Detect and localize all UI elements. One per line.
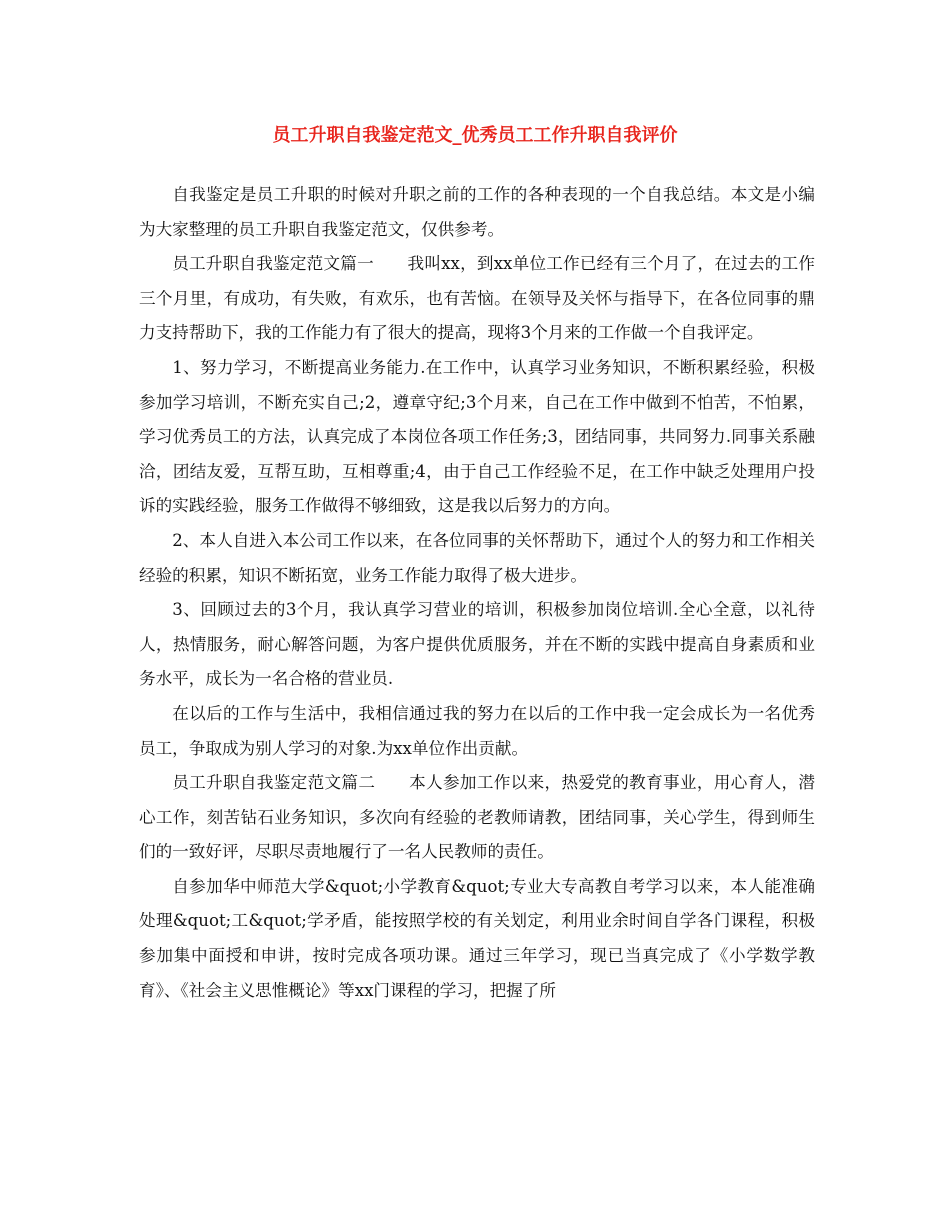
paragraph-sample-two-opening: 员工升职自我鉴定范文篇二 本人参加工作以来，热爱党的教育事业，用心育人，潜心工作，刻苦钻石业务知识，多次向有经验的老教师请教，团结同事，关心学生，得到师生们的一致好评，尽职尽责地履行了一名人民教师的责任。 bbox=[139, 773, 815, 862]
paragraph-self-study: 自参加华中师范大学&quot;小学教育&quot;专业大专高教自考学习以来，本人能准确处理&quot;工&quot;学矛盾，能按照学校的有关划定，利用业余时间自学各门课程，积极参加集中面授和申讲，按时完成各项功课。通过三年学习，现已当真完成了《小学数学教育》、《社会主义思惟概论》等xx门课程的学习，把握了所 bbox=[139, 876, 815, 1000]
paragraph-intro: 自我鉴定是员工升职的时候对升职之前的工作的各种表现的一个自我总结。本文是小编为大家整理的员工升职自我鉴定范文，仅供参考。 bbox=[139, 185, 815, 239]
paragraph-point-three: 3、回顾过去的3个月，我认真学习营业的培训，积极参加岗位培训.全心全意，以礼待人，热情服务，耐心解答问题，为客户提供优质服务，并在不断的实践中提高自身素质和业务水平，成长为一名合格的营业员. bbox=[139, 600, 815, 689]
paragraph-conclusion: 在以后的工作与生活中，我相信通过我的努力在以后的工作中我一定会成长为一名优秀员工，争取成为别人学习的对象.为xx单位作出贡献。 bbox=[139, 703, 815, 758]
paragraph-sample-one-opening: 员工升职自我鉴定范文篇一 我叫xx，到xx单位工作已经有三个月了，在过去的工作三个月里，有成功，有失败，有欢乐，也有苦恼。在领导及关怀与指导下，在各位同事的鼎力支持帮助下，我的工作能力有了很大的提高，现将3个月来的工作做一个自我评定。 bbox=[139, 254, 815, 343]
document-body bbox=[139, 178, 815, 1008]
paragraph-point-two: 2、本人自进入本公司工作以来，在各位同事的关怀帮助下，通过个人的努力和工作相关经验的积累，知识不断拓宽，业务工作能力取得了极大进步。 bbox=[139, 530, 815, 585]
paragraph-point-one: 1、努力学习，不断提高业务能力.在工作中，认真学习业务知识，不断积累经验，积极参加学习培训，不断充实自己;2，遵章守纪;3个月来，自己在工作中做到不怕苦，不怕累，学习优秀员工的方法，认真完成了本岗位各项工作任务;3，团结同事，共同努力.同事关系融洽，团结友爱，互帮互助，互相尊重;4，由于自己工作经验不足，在工作中缺乏处理用户投诉的实践经验，服务工作做得不够细致，这是我以后努力的方向。 bbox=[139, 357, 815, 516]
document-title: 员工升职自我鉴定范文_优秀员工工作升职自我评价 bbox=[272, 125, 678, 146]
